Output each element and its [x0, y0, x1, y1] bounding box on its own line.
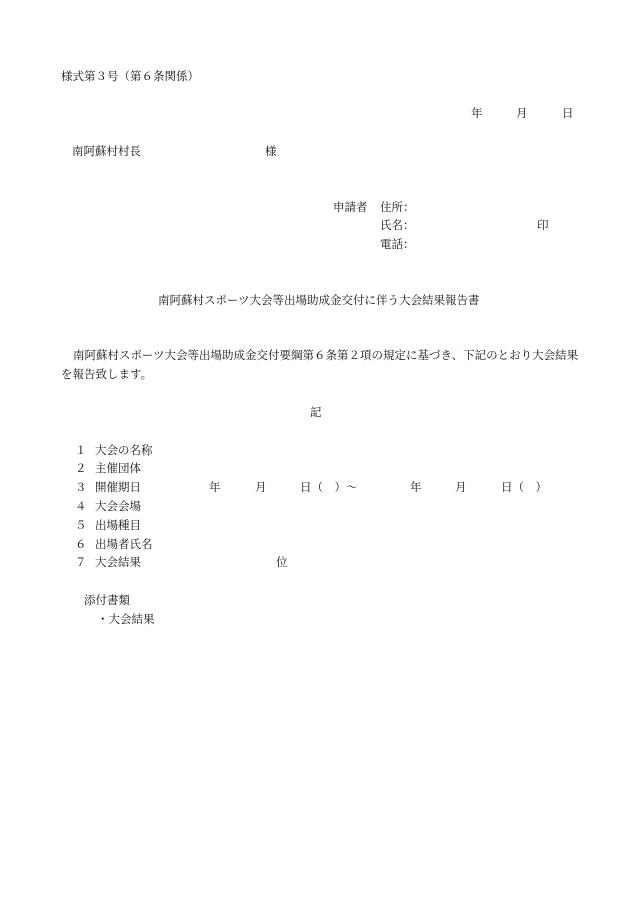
item-label: 主催団体 — [95, 461, 141, 475]
period-start-year: 年 — [209, 480, 221, 494]
applicant-label: 申請者 — [333, 200, 368, 214]
period-end-month: 月 — [455, 480, 467, 494]
item-number: ６ — [75, 537, 87, 551]
recipient-honorific: 様 — [265, 144, 277, 158]
item-label: 大会結果 — [95, 555, 141, 569]
recipient-name: 南阿蘇村村長 — [72, 144, 141, 158]
applicant-phone-label: 電話： — [380, 237, 415, 251]
list-item — [0, 539, 630, 553]
body-text-line-1: 南阿蘇村スポーツ大会等出場助成金交付要綱第６条第２項の規定に基づき、下記のとおり大会結果 — [73, 348, 579, 362]
document-title: 南阿蘇村スポーツ大会等出場助成金交付に伴う大会結果報告書 — [158, 293, 480, 307]
attachments-item: ・大会結果 — [97, 612, 155, 626]
applicant-name-label: 氏名： — [380, 218, 415, 232]
applicant-address-label: 住所： — [380, 200, 415, 214]
item-number: ５ — [75, 518, 87, 532]
item-number: ３ — [75, 480, 87, 494]
period-end-year: 年 — [410, 480, 422, 494]
period-end-day: 日（ ） — [501, 480, 547, 494]
item-label: 大会の名称 — [95, 443, 153, 457]
item-label: 開催期日 — [95, 480, 141, 494]
item-label: 出場種目 — [95, 518, 141, 532]
list-item — [0, 557, 630, 571]
attachments-heading: 添付書類 — [84, 593, 130, 607]
list-item — [0, 482, 630, 496]
applicant-seal: 印 — [537, 218, 549, 232]
period-start-day: 日（ ）〜 — [300, 480, 358, 494]
item-number: ２ — [75, 461, 87, 475]
date-month: 月 — [516, 106, 528, 120]
form-number: 様式第３号（第６条関係） — [61, 69, 199, 83]
list-item — [0, 520, 630, 534]
list-item — [0, 501, 630, 515]
list-item — [0, 463, 630, 477]
rank-suffix: 位 — [276, 555, 288, 569]
date-day: 日 — [562, 106, 574, 120]
item-number: １ — [75, 443, 87, 457]
item-label: 大会会場 — [95, 499, 141, 513]
body-text-line-2: を報告致します。 — [61, 367, 153, 381]
item-label: 出場者氏名 — [95, 537, 153, 551]
list-item — [0, 445, 630, 459]
item-number: ４ — [75, 499, 87, 513]
period-start-month: 月 — [255, 480, 267, 494]
item-number: ７ — [75, 555, 87, 569]
ki-heading: 記 — [310, 405, 322, 419]
date-year: 年 — [471, 106, 483, 120]
